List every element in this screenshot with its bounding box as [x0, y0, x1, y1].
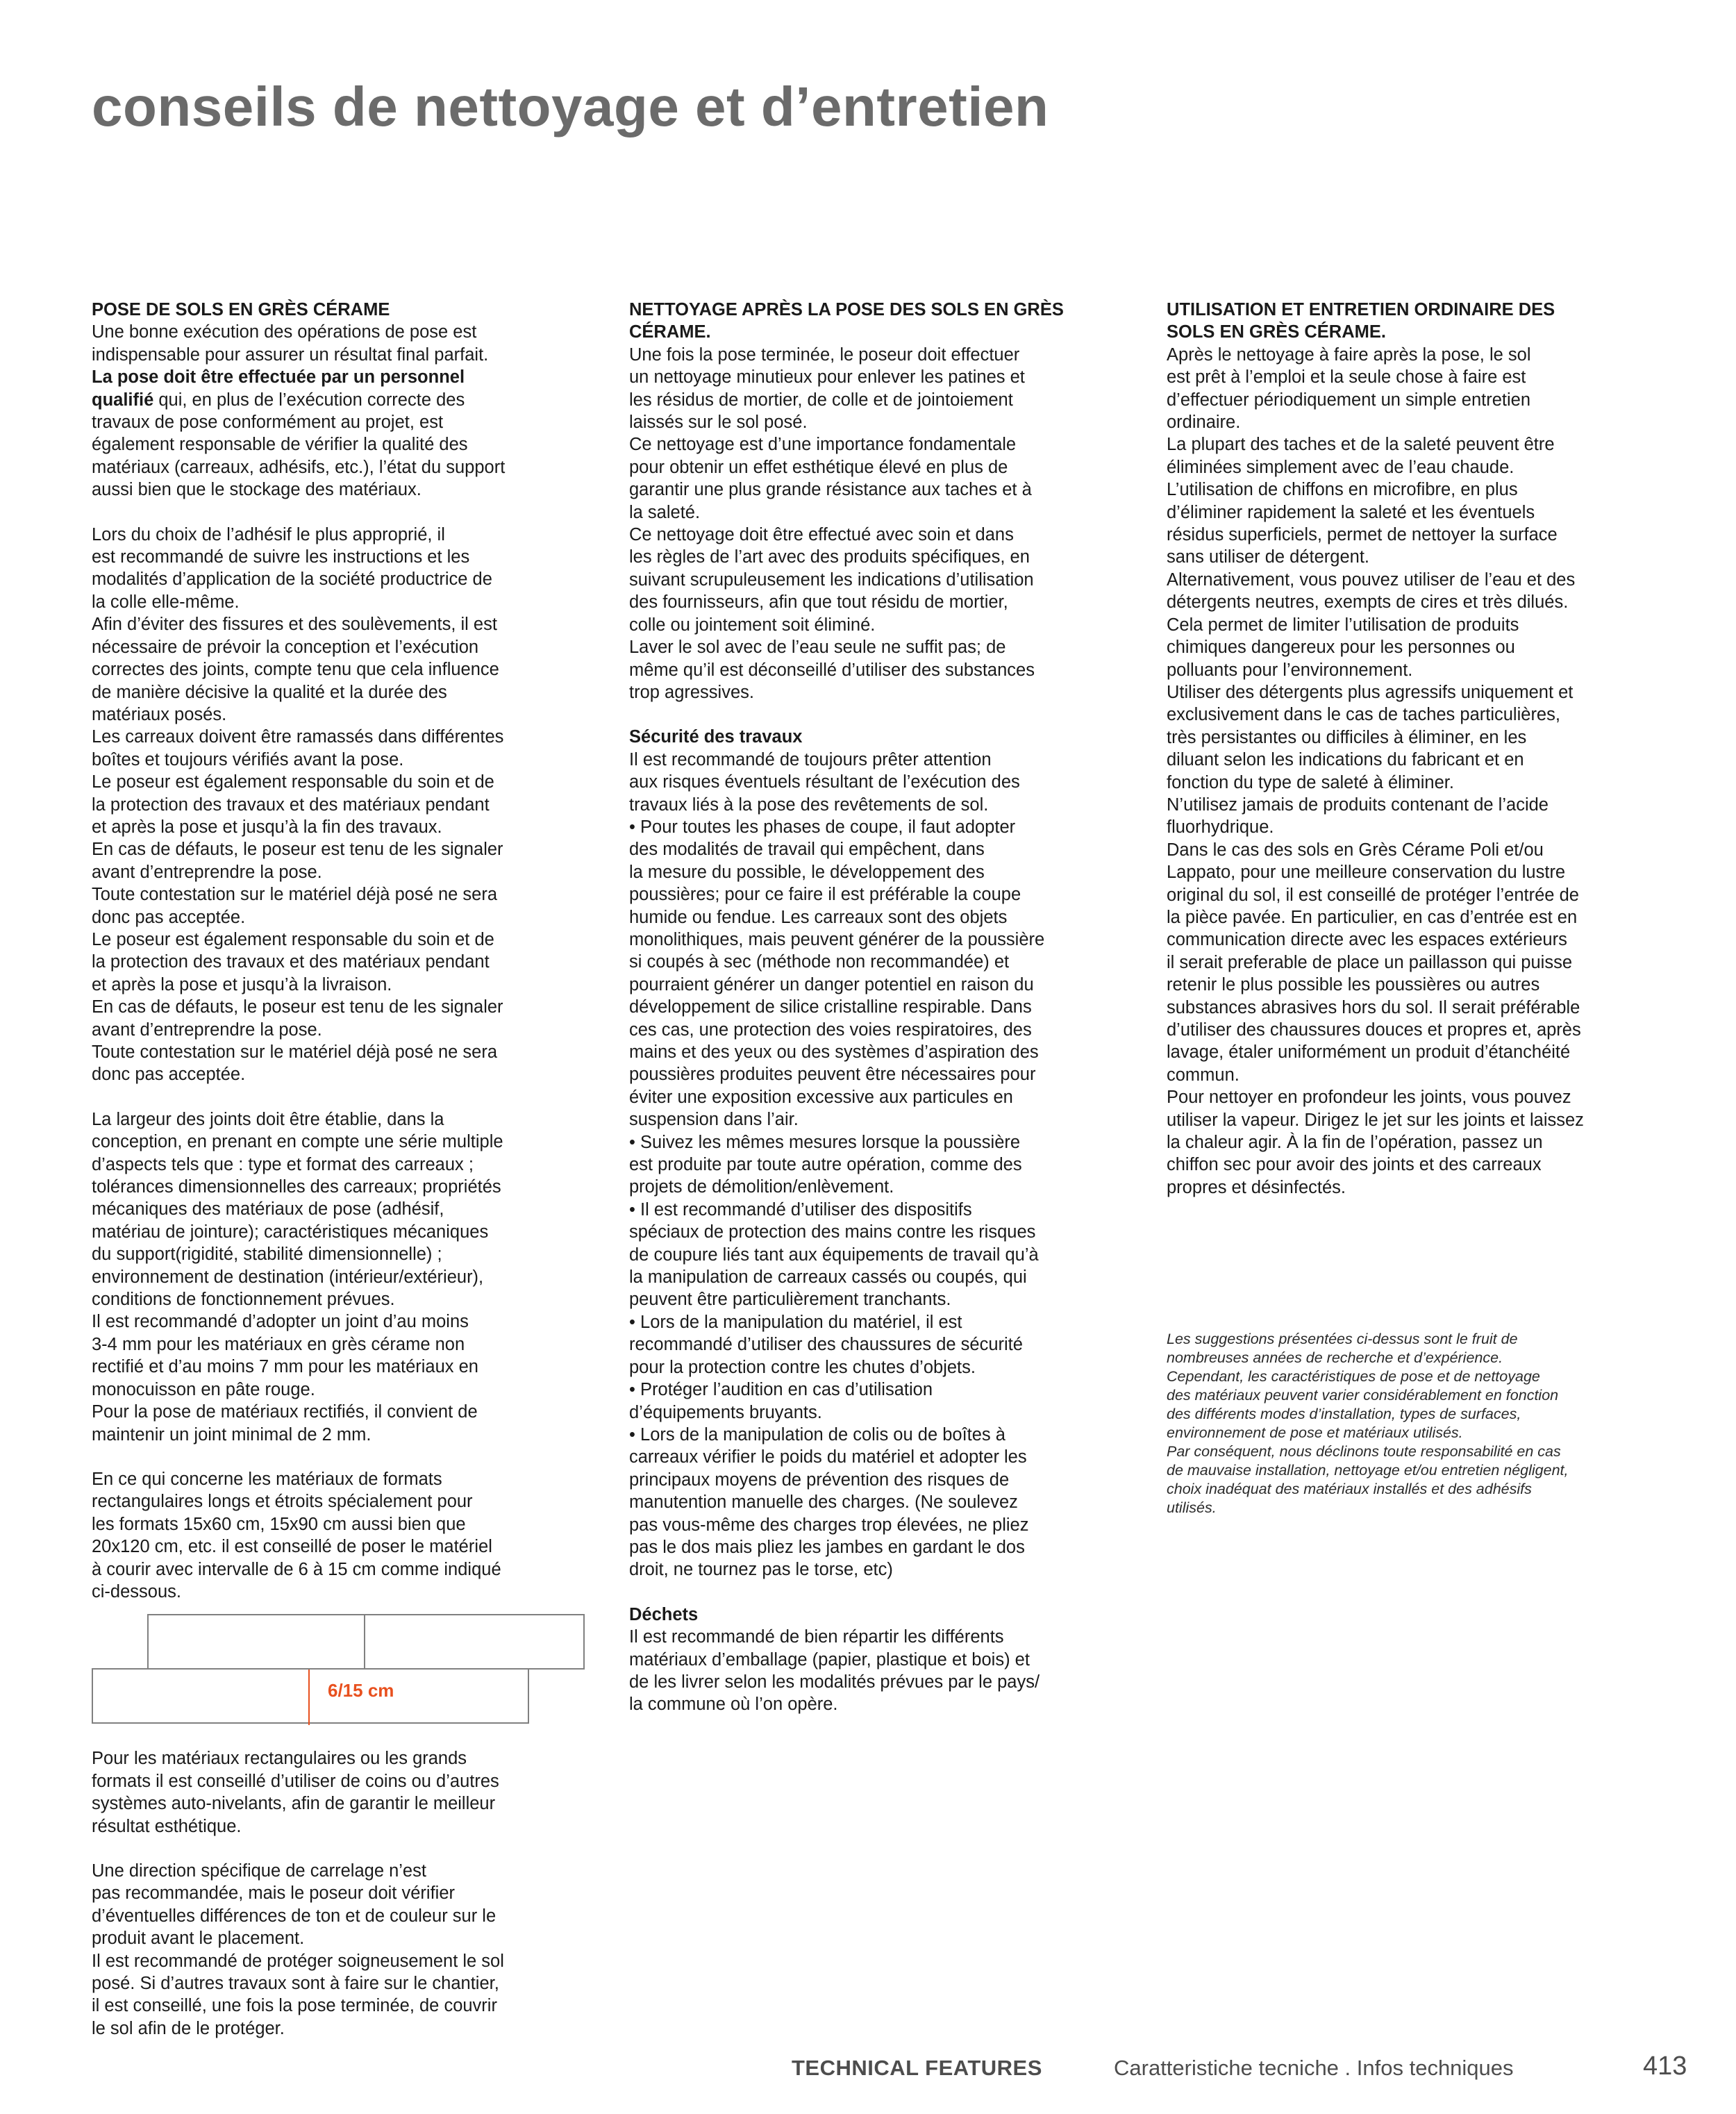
- pose-corners-paragraph: Pour les matériaux rectangulaires ou les grands formats il est conseillé d’utiliser de coins ou d’autres systèmes auto-nivelants, afin de garantir le meilleur résultat esthétique.: [92, 1749, 499, 1836]
- entretien-paragraph: Après le nettoyage à faire après la pose, le sol est prêt à l’emploi et la seule chose à faire est d’effectuer périodiquement un simple entretien ordinaire. La plupart des taches et de la saleté peuvent être éliminées simplement avec de l’eau chaude. L’utilisation de chiffons en microfibre, en plus d’éliminer rapidement la saleté et les éventuels résidus superficiels, permet de nettoyer la surface sans utiliser de détergent. Alternativement, vous pouvez utiliser de l’eau et des détergents neutres, exempts de cires et très dilués. Cela permet de limiter l’utilisation de produits chimiques dangereux pour les personnes ou polluants pour l’environnement. Utiliser des détergents plus agressifs uniquement et exclusivement dans le cas de taches particulières, très persistantes ou difficiles à éliminer, en les diluant selon les indications du fabricant et en fonction du type de saleté à éliminer. N’utilisez jamais de produits contenant de l’acide fluorhydrique. Dans le cas des sols en Grès Cérame Poli et/ou Lappato, pour une meilleure conservation du lustre original du sol, il est conseillé de protéger l’entrée de la pièce pavée. En particulier, en cas d’entrée est en communication directe avec les espaces extérieurs il serait preferable de place un paillasson qui puisse retenir le plus possible les poussières ou autres substances abrasives hors du sol. Il serait préférable d’utiliser des chaussures douces et propres et, après lavage, étaler uniformément un produit d’étanchéité commun. Pour nettoyer en profondeur les joints, vous pouvez utiliser la vapeur. Dirigez le jet sur les joints et laissez la chaleur agir. À la fin de l’opération, passez un chiffon sec pour avoir des joints et des carreaux propres et désinfectés.: [1167, 344, 1584, 1197]
- tile-top-left: [147, 1614, 365, 1670]
- joint-offset-label: 6/15 cm: [328, 1680, 394, 1701]
- column-nettoyage: [629, 299, 1126, 1716]
- pose-direction-paragraph: Une direction spécifique de carrelage n’est pas recommandée, mais le poseur doit vérifier d’éventuelles différences de ton et de couleur sur le produit avant le placement. Il est recommandé de protéger soigneusement le sol posé. Si d’autres travaux sont à faire sur le chantier, il est conseillé, une fois la pose terminée, de couvrir le sol afin de le protéger.: [92, 1861, 504, 2038]
- pose-qualified-bold: La pose doit être effectuée par un personnel qualifié: [92, 367, 465, 410]
- page-title: conseils de nettoyage et d’entretien: [92, 76, 1049, 138]
- page-number: 413: [1643, 2051, 1687, 2081]
- disclaimer-text: Les suggestions présentées ci-dessus sont le fruit de nombreuses années de recherche et d’expérience. Cependant, les caractéristiques de pose et de nettoyage des matériaux peuvent varier considérablement en fonction des différents modes d’installation, types de surfaces, environnement de pose et matériaux utilisés. Par conséquent, nous déclinons toute responsabilité en cas de mauvaise installation, nettoyage et/ou entretien négligent, choix inadéquat des matériaux installés et des adhésifs utilisés.: [1167, 1331, 1569, 1516]
- section-heading-securite: Sécurité des travaux: [629, 727, 803, 747]
- disclaimer-note: [1167, 1330, 1674, 1517]
- section-heading-pose: POSE DE SOLS EN GRÈS CÉRAME: [92, 300, 390, 319]
- section-heading-entretien: UTILISATION ET ENTRETIEN ORDINAIRE DES SOLS EN GRÈS CÉRAME.: [1167, 300, 1555, 342]
- pose-formats-paragraph: En ce qui concerne les matériaux de formats rectangulaires longs et étroits spécialement pour les formats 15x60 cm, 15x90 cm aussi bien que 20x120 cm, etc. il est conseillé de poser le matériel à courir avec intervalle de 6 à 15 cm comme indiqué ci-dessous.: [92, 1469, 501, 1601]
- joint-offset-marker: [308, 1670, 310, 1725]
- column-entretien: [1167, 299, 1663, 1199]
- nettoyage-paragraph: Une fois la pose terminée, le poseur doit effectuer un nettoyage minutieux pour enlever les patines et les résidus de mortier, de colle et de jointoiement laissés sur le sol posé. Ce nettoyage est d’une importance fondamentale pour obtenir un effet esthétique élevé en plus de garantir une plus grande résistance aux taches et à la saleté. Ce nettoyage doit être effectué avec soin et dans les règles de l’art avec des produits spécifiques, en suivant scrupuleusement les indications d’utilisation des fournisseurs, afin que tout résidu de mortier, colle ou jointement soit éliminé. Laver le sol avec de l’eau seule ne suffit pas; de même qu’il est déconseillé d’utiliser des substances trop agressives.: [629, 344, 1035, 702]
- tile-bottom-left: [92, 1668, 310, 1724]
- section-heading-nettoyage: NETTOYAGE APRÈS LA POSE DES SOLS EN GRÈS CÉRAME.: [629, 300, 1064, 342]
- section-heading-dechets: Déchets: [629, 1604, 699, 1624]
- column-pose: [92, 299, 588, 2040]
- pose-adhesive-paragraph: Lors du choix de l’adhésif le plus approprié, il est recommandé de suivre les instructions et les modalités d’application de la société productrice de la colle elle-même. Afin d’éviter des fissures et des soulèvements, il est nécessaire de prévoir la conception et l’exécution correctes des joints, compte tenu que cela influence de manière décisive la qualité et la durée des matériaux posés. Les carreaux doivent être ramassés dans différentes boîtes et toujours vérifiés avant la pose. Le poseur est également responsable du soin et de la protection des travaux et des matériaux pendant et après la pose et jusqu’à la fin des travaux. En cas de défauts, le poseur est tenu de les signaler avant d’entreprendre la pose. Toute contestation sur le matériel déjà posé ne sera donc pas acceptée. Le poseur est également responsable du soin et de la protection des travaux et des matériaux pendant et après la pose et jusqu’à la livraison. En cas de défauts, le poseur est tenu de les signaler avant d’entreprendre la pose. Toute contestation sur le matériel déjà posé ne sera donc pas acceptée.: [92, 524, 504, 1085]
- securite-paragraph: Il est recommandé de toujours prêter attention aux risques éventuels résultant de l’exécution des travaux liés à la pose des revêtements de sol. • Pour toutes les phases de coupe, il faut adopter des modalités de travail qui empêchent, dans la mesure du possible, le développement des poussières; pour ce faire il est préférable la coupe humide ou fendue. Les carreaux sont des objets monolithiques, mais peuvent générer de la poussière si coupés à sec (méthode non recommandée) et pourraient générer un danger potentiel en raison du développement de silice cristalline respirable. Dans ces cas, une protection des voies respiratoires, des mains et des yeux ou des systèmes d’aspiration des poussières produites peuvent être nécessaires pour éviter une exposition excessive aux particules en suspension dans l’air. • Suivez les mêmes mesures lorsque la poussière est produite par toute autre opération, comme des projets de démolition/enlèvement. • Il est recommandé d’utiliser des dispositifs spéciaux de protection des mains contre les risques de coupure liés tant aux équipements de travail qu’à la manipulation de carreaux cassés ou coupés, qui peuvent être particulièrement tranchants. • Lors de la manipulation du matériel, il est recommandé d’utiliser des chaussures de sécurité pour la protection contre les chutes d’objets. • Protéger l’audition en cas d’utilisation d’équipements bruyants. • Lors de la manipulation de colis ou de boîtes à carreaux vérifier le poids du matériel et adopter les principaux moyens de prévention des risques de manutention manuelle des charges. (Ne soulevez pas vous-même des charges trop élevées, ne pliez pas le dos mais pliez les jambes en gardant le dos droit, ne tournez pas le torse, etc): [629, 749, 1045, 1580]
- pose-joints-paragraph: La largeur des joints doit être établie, dans la conception, en prenant en compte une série multiple d’aspects tels que : type et format des carreaux ; tolérances dimensionnelles des carreaux; propriétés mécaniques des matériaux de pose (adhésif, matériau de jointure); caractéristiques mécaniques du support(rigidité, stabilité dimensionnelle) ; environnement de destination (intérieur/extérieur), conditions de fonctionnement prévues. Il est recommandé d’adopter un joint d’au moins 3-4 mm pour les matériaux en grès cérame non rectifié et d’au moins 7 mm pour les matériaux en monocuisson en pâte rouge. Pour la pose de matériaux rectifiés, il convient de maintenir un joint minimal de 2 mm.: [92, 1109, 503, 1445]
- footer-subtitle: Caratteristiche tecniche . Infos techniques: [1114, 2056, 1514, 2080]
- pose-qualified-paragraph: [92, 366, 588, 501]
- dechets-paragraph: Il est recommandé de bien répartir les différents matériaux d’emballage (papier, plastique et bois) et de les livrer selon les modalités prévues par le pays/ la commune où l’on opère.: [629, 1627, 1040, 1715]
- tile-offset-diagram: [92, 1614, 588, 1725]
- pose-intro: Une bonne exécution des opérations de pose est indispensable pour assurer un résultat final parfait.: [92, 322, 489, 365]
- footer-technical-features: TECHNICAL FEATURES: [792, 2056, 1042, 2080]
- pose-qualified-rest: qui, en plus de l’exécution correcte des travaux de pose conformément au projet, est également responsable de vérifier la qualité des matériaux (carreaux, adhésifs, etc.), l’état du support aussi bien que le stockage des matériaux.: [92, 390, 506, 500]
- tile-top-right: [364, 1614, 585, 1670]
